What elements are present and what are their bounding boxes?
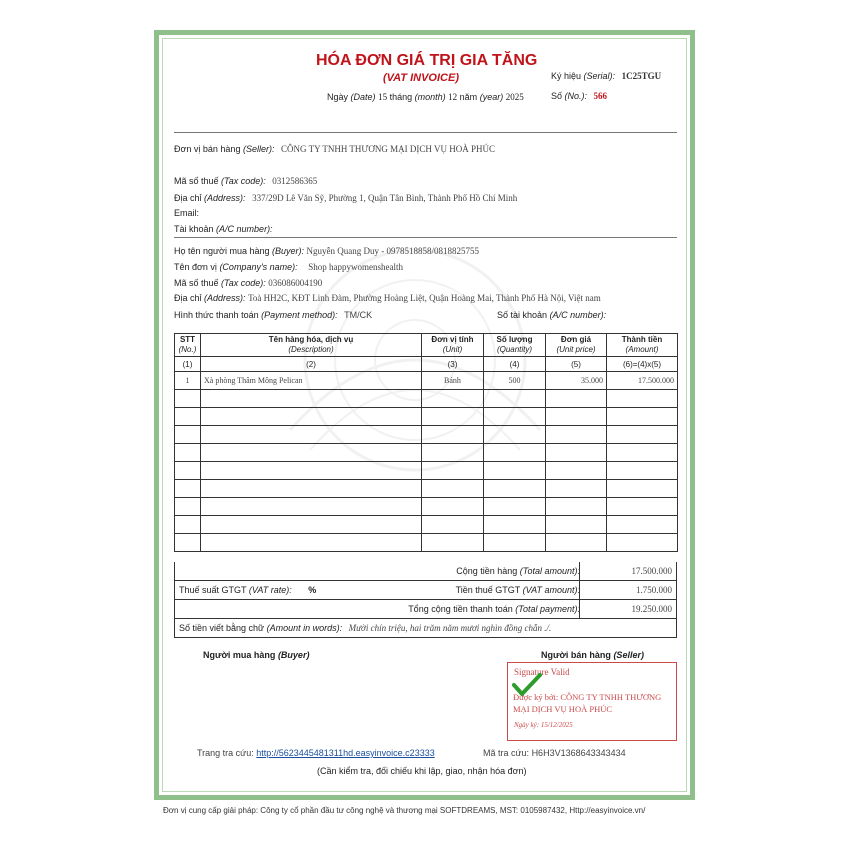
buyer-account-line: Số tài khoản (A/C number):: [497, 310, 607, 320]
serial-line: Ký hiệu (Serial): 1C25TGU: [551, 71, 662, 81]
seller-tax-line: Mã số thuế (Tax code): 0312586365: [174, 176, 318, 186]
total-amount-row: Cộng tiền hàng (Total amount): 17.500.000: [174, 562, 677, 581]
row-unit: Bánh: [422, 372, 484, 390]
seller-account-line: Tài khoản (A/C number):: [174, 224, 273, 234]
buyer-signature-label: Người mua hàng (Buyer): [203, 650, 310, 660]
divider: [174, 237, 677, 238]
number-line: Số (No.): 566: [551, 91, 608, 101]
signature-valid-text: Signature Valid: [514, 667, 570, 677]
items-table: [174, 333, 678, 552]
check-note: (Cần kiểm tra, đối chiếu khi lập, giao, nhận hóa đơn): [317, 766, 527, 776]
row-description: Xà phòng Thâm Mông Pelican: [201, 372, 422, 390]
seller-name: CÔNG TY TNHH THƯƠNG MẠI DỊCH VỤ HOÀ PHÚC: [281, 144, 495, 154]
buyer-address: Toà HH2C, KĐT Linh Đàm, Phường Hoàng Liệt, Quận Hoàng Mai, Thành Phố Hà Nội, Việt nam: [248, 293, 601, 303]
invoice-subtitle: (VAT INVOICE): [383, 72, 459, 84]
empty-row: [175, 498, 678, 516]
row-quantity: 500: [484, 372, 546, 390]
lookup-code-line: Mã tra cứu: H6H3V1368643343434: [483, 748, 626, 758]
empty-row: [175, 516, 678, 534]
invoice-number: 566: [593, 91, 608, 101]
col-header-no: STT (No.): [175, 334, 201, 357]
serial-value: 1C25TGU: [621, 71, 662, 81]
payment-method: TM/CK: [344, 310, 373, 320]
total-payment-row: Tổng cộng tiền thanh toán (Total payment): 19.250.000: [174, 600, 677, 619]
payment-method-line: Hình thức thanh toán (Payment method): TM/CK: [174, 310, 373, 320]
total-amount: 17.500.000: [631, 566, 672, 576]
buyer-name-line: Họ tên người mua hàng (Buyer): Nguyễn Quang Duy - 0978518858/0818825755: [174, 246, 480, 256]
footer-provider: Đơn vị cung cấp giải pháp: Công ty cổ phần đầu tư công nghệ và thương mại SOFTDREAMS, MST: 0105987432, Http://easyinvoice.vn/: [163, 806, 646, 815]
row-amount: 17.500.000: [607, 372, 678, 390]
vat-amount: 1.750.000: [636, 585, 672, 595]
buyer-name: Nguyễn Quang Duy - 0978518858/0818825755: [306, 246, 480, 256]
date-line: Ngày (Date) 15 tháng (month) 12 năm (year) 2025: [327, 92, 524, 102]
total-payment: 19.250.000: [631, 604, 672, 614]
seller-tax: 0312586365: [272, 176, 318, 186]
seller-address-line: Địa chỉ (Address): 337/29D Lê Văn Sỹ, Phường 1, Quận Tân Bình, Thành Phố Hồ Chí Minh: [174, 193, 518, 203]
row-stt: 1: [175, 372, 201, 390]
buyer-address-line: Địa chỉ (Address): Toà HH2C, KĐT Linh Đàm, Phường Hoàng Liệt, Quận Hoàng Mai, Thành Phố Hà Nội, Việt nam: [174, 293, 601, 303]
amount-in-words-row: Số tiền viết bằng chữ (Amount in words): Mười chín triệu, hai trăm năm mươi nghìn đồng chẵn ./.: [174, 619, 677, 638]
buyer-tax: 036086004190: [268, 278, 323, 288]
empty-row: [175, 444, 678, 462]
empty-row: [175, 426, 678, 444]
buyer-company-line: Tên đơn vị (Company's name): Shop happywomenshealth: [174, 262, 403, 272]
table-row: [175, 372, 678, 390]
lookup-url-link[interactable]: http://5623445481311hd.easyinvoice.c23333: [256, 748, 435, 758]
numbering-row: (1) (2) (3) (4) (5) (6)=(4)x(5): [175, 357, 678, 372]
empty-row: [175, 390, 678, 408]
seller-email-line: Email:: [174, 208, 200, 218]
amount-in-words: Mười chín triệu, hai trăm năm mươi nghìn đồng chẵn ./.: [348, 623, 552, 633]
seller-signature-label: Người bán hàng (Seller): [541, 650, 644, 660]
vat-row: Thuế suất GTGT (VAT rate): % Tiền thuế GTGT (VAT amount): 1.750.000: [174, 581, 677, 600]
col-header-unit: Đơn vị tính (Unit): [422, 334, 484, 357]
buyer-tax-line: Mã số thuế (Tax code): 036086004190: [174, 278, 323, 288]
row-price: 35.000: [546, 372, 607, 390]
lookup-code: H6H3V1368643343434: [531, 748, 626, 758]
divider: [174, 132, 677, 133]
empty-row: [175, 462, 678, 480]
empty-row: [175, 534, 678, 552]
vat-rate: %: [308, 585, 317, 595]
signed-date-text: Ngày ký: 15/12/2025: [514, 721, 573, 729]
lookup-url-line: Trang tra cứu: http://5623445481311hd.easyinvoice.c23333: [197, 748, 435, 758]
invoice-title: HÓA ĐƠN GIÁ TRỊ GIA TĂNG: [316, 52, 538, 69]
seller-line: Đơn vị bán hàng (Seller): CÔNG TY TNHH THƯƠNG MẠI DỊCH VỤ HOÀ PHÚC: [174, 144, 495, 154]
digital-signature-box: [507, 662, 677, 741]
col-header-price: Đơn giá (Unit price): [546, 334, 607, 357]
col-header-quantity: Số lượng (Quantity): [484, 334, 546, 357]
empty-row: [175, 408, 678, 426]
col-header-amount: Thành tiền (Amount): [607, 334, 678, 357]
buyer-company: Shop happywomenshealth: [308, 262, 403, 272]
seller-address: 337/29D Lê Văn Sỹ, Phường 1, Quận Tân Bình, Thành Phố Hồ Chí Minh: [252, 193, 518, 203]
col-header-description: Tên hàng hóa, dịch vụ (Description): [201, 334, 422, 357]
signed-by-text: Được ký bởi: CÔNG TY TNHH THƯƠNG MẠI DỊCH VỤ HOÀ PHÚC: [513, 692, 662, 714]
table-header: [175, 334, 678, 357]
empty-row: [175, 480, 678, 498]
